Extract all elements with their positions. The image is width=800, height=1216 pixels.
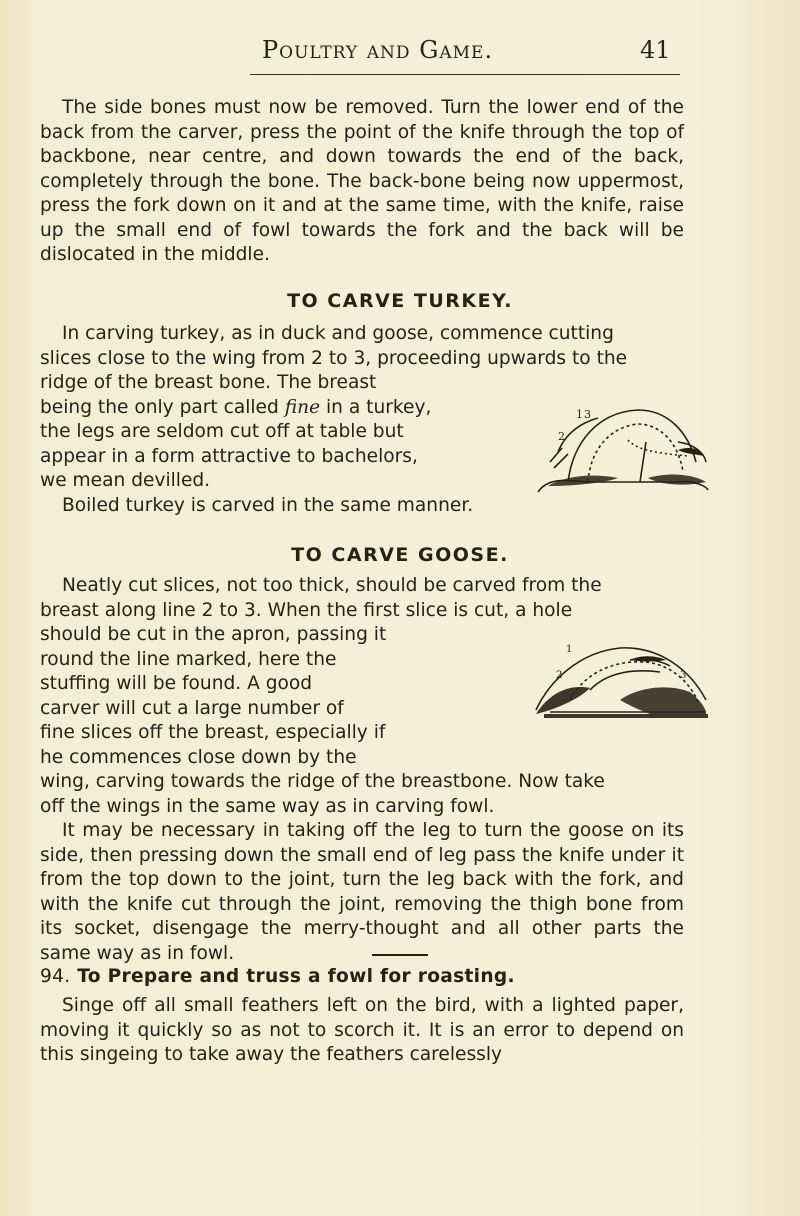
header-rule	[250, 74, 680, 75]
turkey-line: Boiled turkey is carved in the same manner.	[62, 494, 474, 516]
turkey-line: appear in a form attractive to bachelors,	[40, 445, 418, 467]
turkey-carving-illustration	[528, 382, 710, 502]
goose-line: Neatly cut slices, not too thick, should be carved from the	[62, 575, 602, 596]
goose-line: should be cut in the apron, passing it	[40, 624, 387, 645]
goose-carving-illustration	[530, 630, 710, 720]
goose-line: breast along line 2 to 3. When the first slice is cut, a hole	[40, 599, 573, 621]
goose-line: carver will cut a large number of	[40, 697, 344, 719]
turkey-line: In carving turkey, as in duck and goose, commence cutting	[62, 323, 614, 344]
goose-line: off the wings in the same way as in carving fowl.	[40, 795, 495, 817]
paragraph-text: Singe off all small feathers left on the bird, with a lighted paper, moving it quickly so as not to scorch it. It is an error to depend on this singeing to take away the feathers carelessly	[40, 995, 684, 1065]
heading-carve-goose: TO CARVE GOOSE.	[291, 544, 509, 566]
turkey-line: ridge of the breast bone. The breast	[40, 372, 377, 393]
paragraph-text: The side bones must now be removed. Turn the lower end of the back from the carver, press the point of the knife through the top of backbone, near centre, and down towards the end of the back, completely through the bone. The back-bone being now uppermost, press the fork down on it and at the same time, with the knife, raise up the small end of fowl towards the fork and the back will be dislocated in the middle.	[40, 97, 684, 265]
goose-paragraph-leg: It may be necessary in taking off the leg to turn the goose on its side, then pressing down the small end of leg pass the knife under it from the top down to the joint, turn the leg back with the fork, and with the knife cut through the joint, removing the thigh bone from its socket, disengage the merry-thought and all other parts the same way as in fowl.	[40, 820, 684, 964]
turkey-label-3: 3	[584, 408, 591, 421]
goose-line: stuffing will be found. A good	[40, 673, 313, 694]
paragraph-singe	[40, 994, 684, 1068]
emphasis-fine: fine	[284, 396, 321, 418]
section-94-heading	[40, 966, 515, 987]
turkey-label-1: 1	[576, 408, 583, 421]
running-title: Poultry and Game.	[262, 36, 494, 64]
turkey-line: the legs are seldom cut off at table but	[40, 421, 404, 442]
section-divider	[372, 954, 428, 956]
turkey-line-fine: being the only part called fine in a turkey,	[40, 396, 432, 418]
turkey-line: slices close to the wing from 2 to 3, proceeding upwards to the	[40, 347, 628, 369]
goose-line: round the line marked, here the	[40, 648, 337, 670]
goose-line: fine slices off the breast, especially if	[40, 722, 386, 743]
heading-carve-turkey: TO CARVE TURKEY.	[287, 290, 513, 312]
goose-label-1: 1	[566, 644, 573, 655]
goose-label-3: 3	[680, 670, 687, 681]
section-title: To Prepare and truss a fowl for roasting.	[77, 966, 515, 987]
paragraph-fowl-backbone	[40, 96, 684, 268]
goose-label-2: 2	[556, 670, 563, 681]
goose-line: wing, carving towards the ridge of the breastbone. Now take	[40, 771, 605, 792]
page-number: 41	[640, 36, 671, 64]
turkey-label-2: 2	[558, 430, 565, 443]
goose-line: he commences close down by the	[40, 746, 357, 768]
turkey-line: we mean devilled.	[40, 470, 211, 491]
running-header	[0, 34, 800, 74]
section-number: 94.	[40, 966, 71, 987]
